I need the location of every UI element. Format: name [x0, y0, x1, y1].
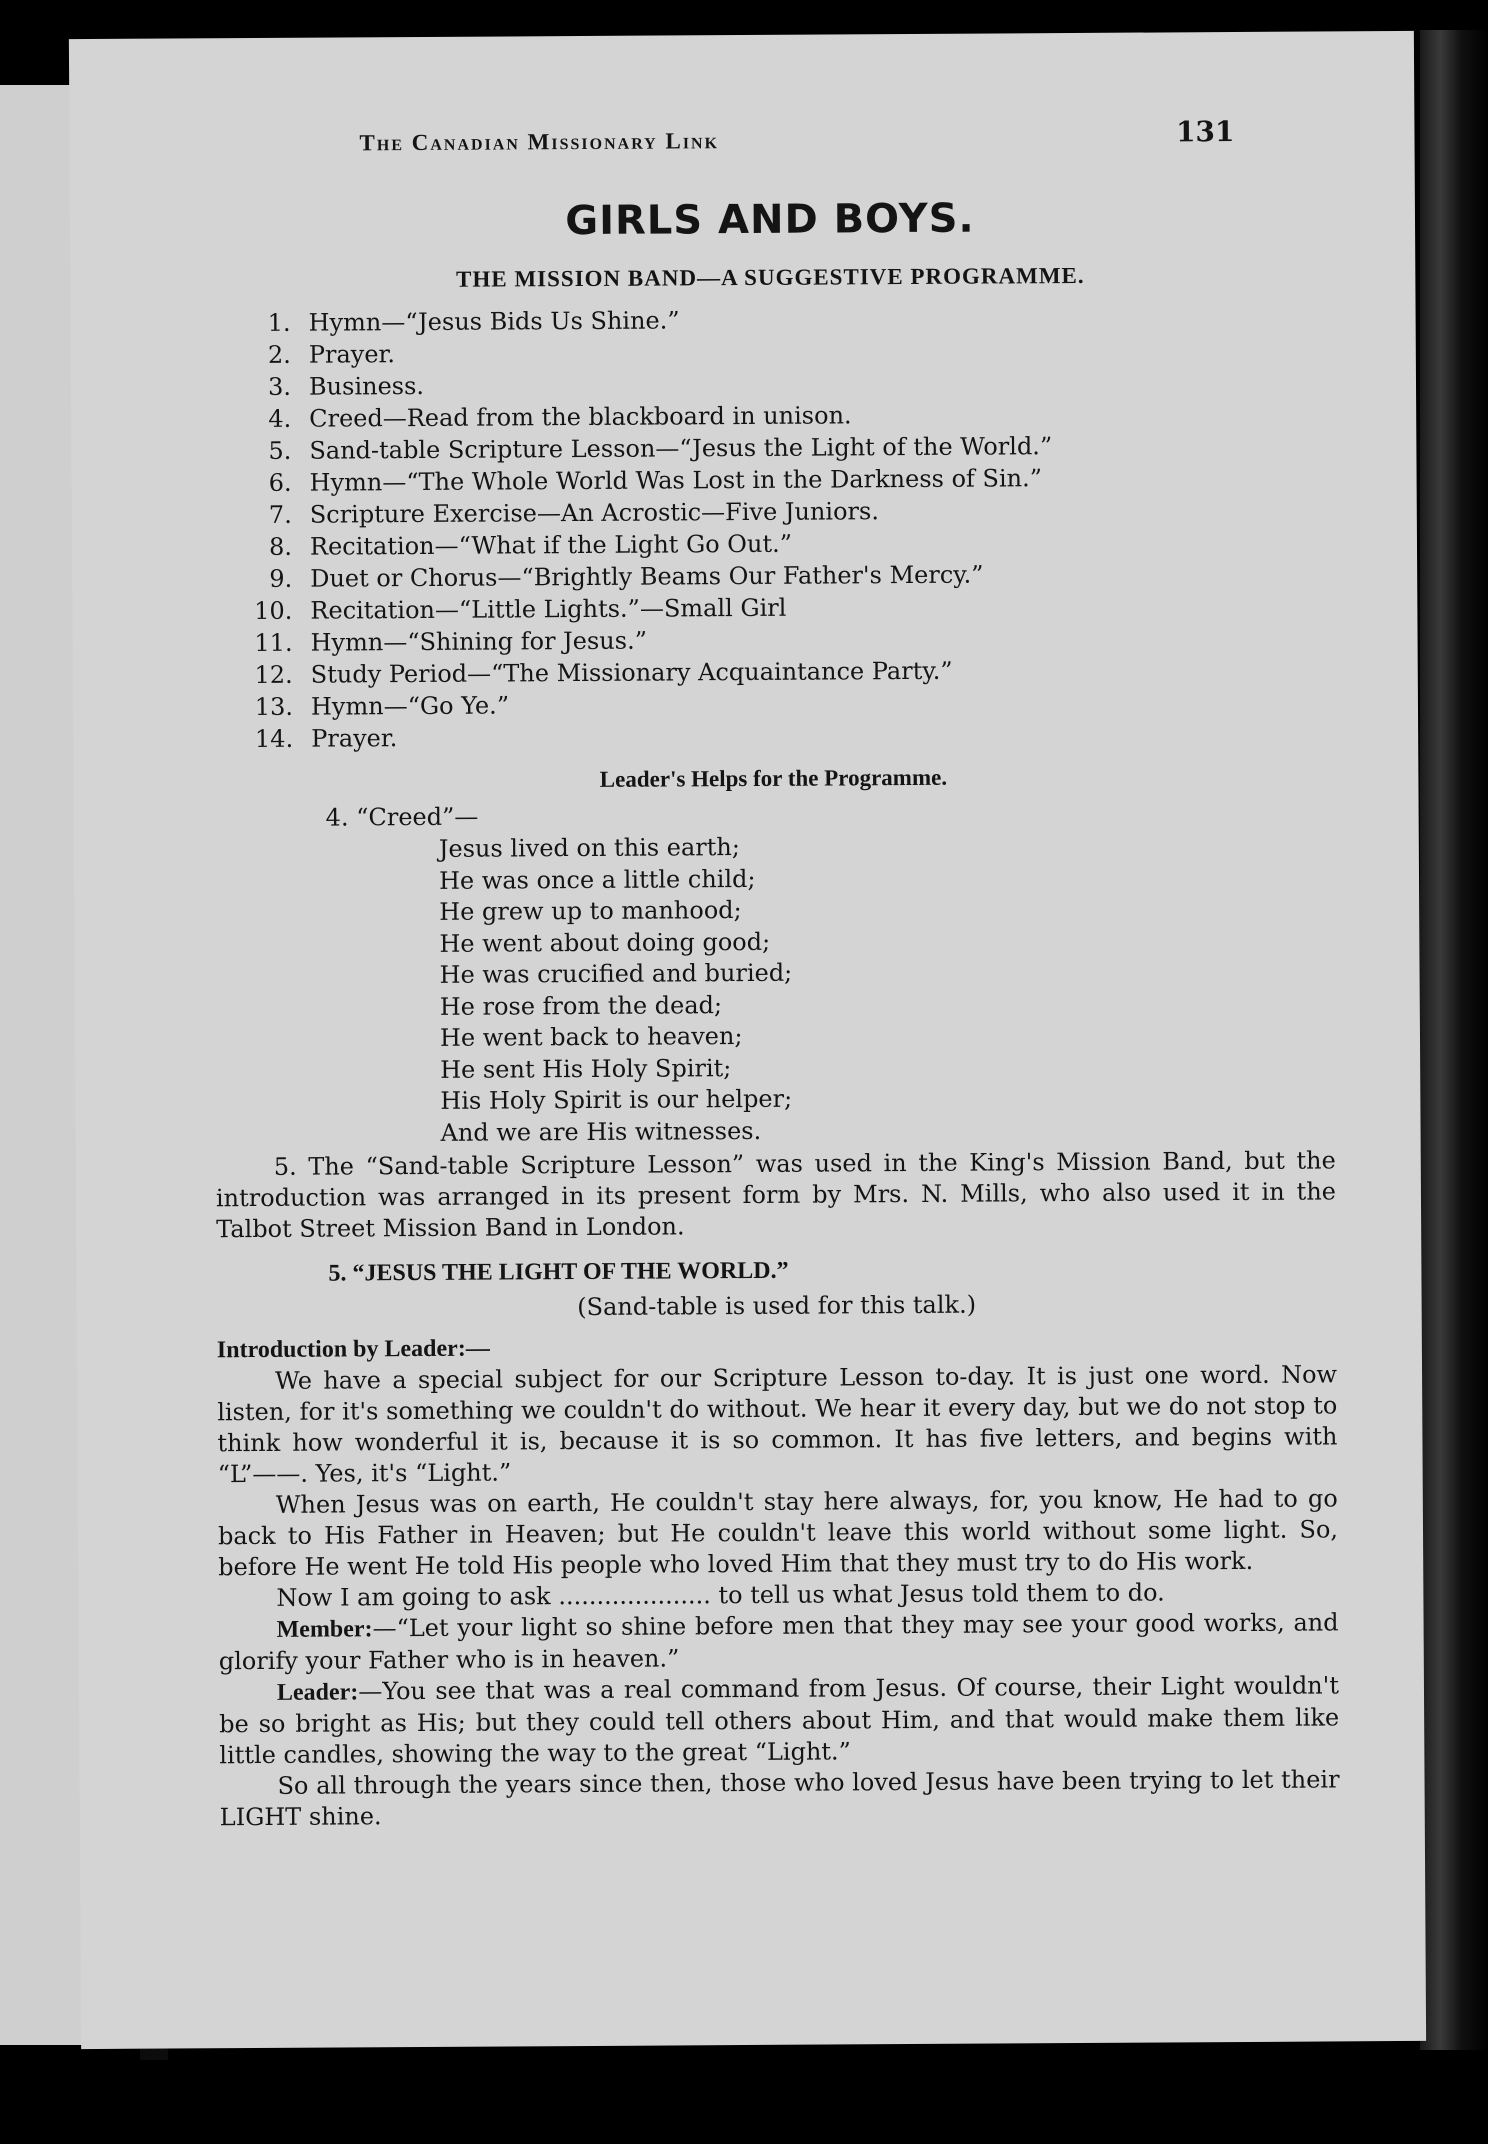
- list-item: 6. Hymn—“The Whole World Was Lost in the Darkness of Sin.”: [268, 464, 1043, 497]
- introduction-label: Introduction by Leader:—: [216, 1335, 490, 1364]
- creed-line: He was once a little child;: [438, 864, 756, 895]
- lesson-subheading: (Sand-table is used for this talk.): [577, 1290, 977, 1322]
- creed-line: And we are His witnesses.: [440, 1116, 762, 1147]
- programme-list: [211, 301, 1334, 756]
- list-item: 8. Recitation—“What if the Light Go Out.”: [268, 529, 793, 561]
- list-item: 3. Business.: [268, 371, 425, 401]
- leader-text: —You see that was a real command from Jesus. Of course, their Light wouldn't be so bright as His; but they could tell others about Him, and that would make them like little candles, showing the way to the great “Light.”: [219, 1671, 1340, 1770]
- running-header: [209, 115, 1329, 168]
- creed-line: He was crucified and buried;: [439, 958, 793, 989]
- body-paragraph: So all through the years since then, those who loved Jesus have been trying to let their LIGHT shine.: [219, 1765, 1340, 1832]
- creed-line: He went about doing good;: [439, 927, 771, 958]
- list-item: 13. Hymn—“Go Ye.”: [254, 691, 510, 722]
- page-number: 131: [1175, 115, 1235, 149]
- creed-line: He rose from the dead;: [439, 990, 723, 1021]
- body-paragraph: We have a special subject for our Scripture Lesson to-day. It is just one word. Now listen, for it's something we couldn't do without. We hear it every day, but we do not stop to think how wonderful it is, because it is so common. It has five letters, and begins with “L”——. Yes, it's “Light.”: [217, 1360, 1338, 1489]
- list-item: 1. Hymn—“Jesus Bids Us Shine.”: [267, 306, 680, 337]
- list-item: 9. Duet or Chorus—“Brightly Beams Our Father's Mercy.”: [269, 560, 984, 593]
- leader-paragraph: [219, 1670, 1340, 1771]
- creed-heading: 4. “Creed”—: [325, 802, 479, 832]
- list-item: 7. Scripture Exercise—An Acrostic—Five Juniors.: [268, 497, 880, 529]
- page-content: [209, 115, 1340, 1833]
- list-item: 5. Sand-table Scripture Lesson—“Jesus the Light of the World.”: [268, 432, 1053, 465]
- list-item: 12. Study Period—“The Missionary Acquaintance Party.”: [254, 656, 953, 690]
- section-subtitle: THE MISSION BAND—A SUGGESTIVE PROGRAMME.: [456, 262, 1085, 292]
- member-text: —“Let your light so shine before men that they may see your good works, and glorify your Father who is in heaven.”: [218, 1608, 1339, 1676]
- page: [69, 31, 1426, 2049]
- leader-label: Leader:: [276, 1679, 359, 1706]
- list-item: 11. Hymn—“Shining for Jesus.”: [254, 626, 648, 658]
- member-label: Member:: [276, 1616, 373, 1643]
- page-title: GIRLS AND BOYS.: [565, 195, 975, 245]
- running-title: The Canadian Missionary Link: [359, 128, 720, 156]
- note-paragraph: 5. The “Sand-table Scripture Lesson” was used in the King's Mission Band, but the introduction was arranged in its present form by Mrs. N. Mills, who also used it in the Talbot Street Mission Band in London.: [215, 1146, 1337, 1244]
- list-item: 2. Prayer.: [267, 340, 396, 369]
- list-item: 10. Recitation—“Little Lights.”—Small Girl: [254, 593, 787, 626]
- creed-line: He sent His Holy Spirit;: [440, 1053, 732, 1084]
- body-paragraph: Now I am going to ask .................... to tell us what Jesus told them to do.: [276, 1578, 1165, 1612]
- creed-list: [214, 828, 1336, 1150]
- helps-heading: Leader's Helps for the Programme.: [599, 764, 948, 792]
- book-spine-edge: [1420, 30, 1488, 2050]
- body-paragraph: When Jesus was on earth, He couldn't stay here always, for, you know, He had to go back to His Father in Heaven; but He couldn't leave this world without some light. So, before He went He told His people who loved Him that they must try to do His work.: [217, 1484, 1339, 1582]
- lesson-heading: 5. “JESUS THE LIGHT OF THE WORLD.”: [328, 1257, 789, 1287]
- creed-line: His Holy Spirit is our helper;: [440, 1084, 793, 1115]
- list-item: 4. Creed—Read from the blackboard in unison.: [268, 401, 852, 433]
- member-paragraph: [218, 1607, 1338, 1677]
- list-item: 14. Prayer.: [254, 724, 398, 754]
- creed-line: He went back to heaven;: [439, 1022, 743, 1052]
- creed-line: Jesus lived on this earth;: [438, 833, 740, 863]
- creed-line: He grew up to manhood;: [439, 896, 742, 926]
